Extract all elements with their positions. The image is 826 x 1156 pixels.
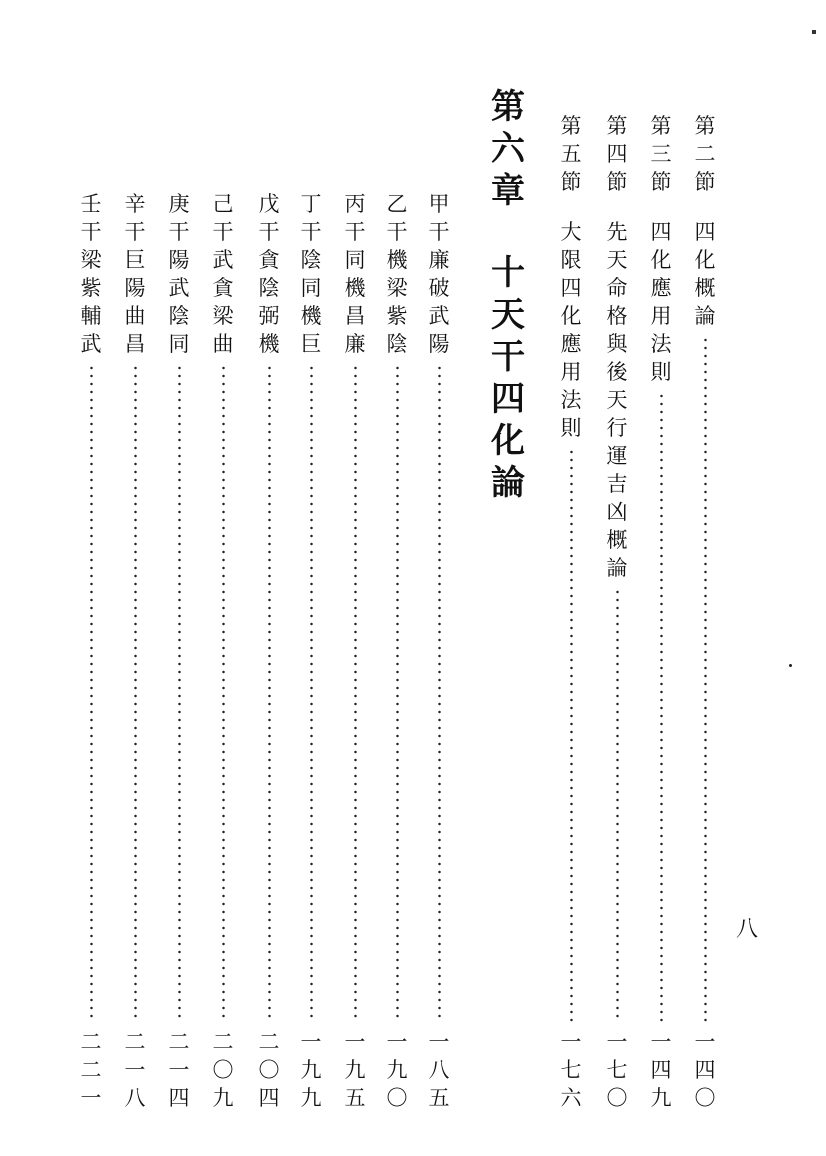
title-char: 概 — [694, 276, 716, 300]
dot-leader — [396, 364, 399, 1022]
page-digit: 〇 — [386, 1086, 408, 1110]
title-char: 應 — [560, 332, 582, 356]
chapter-title: 天 — [491, 295, 525, 335]
title-char: 干 — [80, 220, 102, 244]
page-number — [604, 1028, 630, 1112]
page-digit: 九 — [344, 1058, 366, 1082]
title-char: 干 — [386, 220, 408, 244]
entry-title — [210, 190, 236, 358]
title-char: 陰 — [300, 248, 322, 272]
title-char: 同 — [344, 248, 366, 272]
section-number: 第 — [694, 114, 716, 138]
page-digit: 〇 — [212, 1058, 234, 1082]
title-char: 昌 — [344, 304, 366, 328]
page-digit: 九 — [300, 1086, 322, 1110]
title-char: 丙 — [344, 192, 366, 216]
chapter-number: 六 — [491, 129, 525, 169]
toc-entry[interactable] — [342, 190, 368, 1112]
toc-section-entry[interactable] — [648, 112, 674, 1112]
title-char: 四 — [694, 220, 716, 244]
print-speck — [789, 664, 792, 667]
title-char: 行 — [606, 416, 628, 440]
page-digit: 〇 — [606, 1086, 628, 1110]
title-char: 格 — [606, 304, 628, 328]
toc-section-entry[interactable] — [692, 112, 718, 1112]
page-digit: 八 — [428, 1058, 450, 1082]
title-char: 陽 — [124, 276, 146, 300]
page-digit: 四 — [258, 1086, 280, 1110]
title-char: 紫 — [80, 276, 102, 300]
page-digit: 〇 — [258, 1058, 280, 1082]
section-number: 節 — [650, 170, 672, 194]
dot-leader — [438, 364, 441, 1022]
title-char: 干 — [344, 220, 366, 244]
title-char: 弼 — [258, 304, 280, 328]
page-number — [210, 1028, 236, 1112]
dot-leader — [310, 364, 313, 1022]
title-char: 論 — [694, 304, 716, 328]
page-number — [122, 1028, 148, 1112]
entry-title — [384, 190, 410, 358]
title-char: 陽 — [168, 248, 190, 272]
title-char: 干 — [168, 220, 190, 244]
title-char: 陰 — [386, 332, 408, 356]
page-digit: 一 — [300, 1030, 322, 1054]
page-digit: 一 — [124, 1058, 146, 1082]
title-char: 命 — [606, 276, 628, 300]
title-char: 巨 — [124, 248, 146, 272]
page-digit: 四 — [650, 1058, 672, 1082]
section-number: 第 — [606, 114, 628, 138]
chapter-title: 十 — [491, 253, 525, 293]
section-number: 四 — [606, 142, 628, 166]
chapter-title: 化 — [491, 421, 525, 461]
page-digit: 五 — [428, 1086, 450, 1110]
title-char: 廉 — [428, 248, 450, 272]
title-char: 機 — [300, 304, 322, 328]
title-char: 曲 — [212, 332, 234, 356]
section-number: 五 — [560, 142, 582, 166]
title-char: 吉 — [606, 472, 628, 496]
title-char: 機 — [258, 332, 280, 356]
page-digit: 二 — [258, 1030, 280, 1054]
print-speck — [812, 30, 816, 34]
title-char: 曲 — [124, 304, 146, 328]
page-number — [342, 1028, 368, 1112]
title-char: 武 — [212, 248, 234, 272]
title-char: 武 — [168, 276, 190, 300]
dot-leader — [90, 364, 93, 1022]
page-digit: 九 — [300, 1058, 322, 1082]
title-char: 武 — [428, 304, 450, 328]
page-digit: 一 — [168, 1058, 190, 1082]
title-char: 辛 — [124, 192, 146, 216]
page-folio: 八 — [736, 917, 759, 942]
dot-leader — [134, 364, 137, 1022]
section-number: 三 — [650, 142, 672, 166]
chapter-title: 四 — [491, 379, 525, 419]
section-number: 節 — [606, 170, 628, 194]
section-number: 節 — [560, 170, 582, 194]
entry-title — [298, 190, 324, 358]
entry-title — [604, 112, 630, 582]
toc-entry[interactable] — [210, 190, 236, 1112]
title-char: 乙 — [386, 192, 408, 216]
page-digit: 七 — [560, 1058, 582, 1082]
title-char: 干 — [428, 220, 450, 244]
title-char: 壬 — [80, 192, 102, 216]
page-digit: 一 — [650, 1030, 672, 1054]
title-char: 與 — [606, 332, 628, 356]
title-char: 則 — [560, 416, 582, 440]
title-char: 限 — [560, 248, 582, 272]
dot-leader — [268, 364, 271, 1022]
chapter-heading — [484, 86, 532, 504]
page-digit: 八 — [124, 1086, 146, 1110]
title-char: 後 — [606, 360, 628, 384]
entry-title — [78, 190, 104, 358]
page-digit: 七 — [606, 1058, 628, 1082]
toc-entry[interactable] — [384, 190, 410, 1112]
title-char: 化 — [650, 248, 672, 272]
title-char: 先 — [606, 220, 628, 244]
page-number — [384, 1028, 410, 1112]
page-digit: 二 — [80, 1058, 102, 1082]
page-digit: 四 — [694, 1058, 716, 1082]
page-number — [426, 1028, 452, 1112]
title-char: 同 — [168, 332, 190, 356]
title-char: 紫 — [386, 304, 408, 328]
title-char: 梁 — [80, 248, 102, 272]
title-char: 應 — [650, 276, 672, 300]
page-digit: 二 — [124, 1030, 146, 1054]
title-char: 論 — [606, 556, 628, 580]
section-number: 二 — [694, 142, 716, 166]
page-digit: 六 — [560, 1086, 582, 1110]
dot-leader — [178, 364, 181, 1022]
title-char: 陰 — [258, 276, 280, 300]
title-char: 用 — [650, 304, 672, 328]
title-char: 化 — [560, 304, 582, 328]
title-char: 庚 — [168, 192, 190, 216]
entry-title — [558, 112, 584, 442]
title-char: 貪 — [258, 248, 280, 272]
page-number — [692, 1028, 718, 1112]
page-digit: 二 — [212, 1030, 234, 1054]
page-digit: 四 — [168, 1086, 190, 1110]
chapter-number: 第 — [491, 87, 525, 127]
title-char: 四 — [560, 276, 582, 300]
page-digit: 一 — [428, 1030, 450, 1054]
page-digit: 二 — [80, 1030, 102, 1054]
page-number — [298, 1028, 324, 1112]
title-char: 干 — [124, 220, 146, 244]
page-digit: 九 — [650, 1086, 672, 1110]
title-char: 廉 — [344, 332, 366, 356]
toc-entry[interactable] — [166, 190, 192, 1112]
page-digit: 一 — [606, 1030, 628, 1054]
toc-entry[interactable] — [426, 190, 452, 1112]
dot-leader — [660, 392, 663, 1022]
entry-title — [256, 190, 282, 358]
chapter-title: 論 — [491, 463, 525, 503]
title-char: 法 — [650, 332, 672, 356]
entry-title — [122, 190, 148, 358]
dot-leader — [570, 448, 573, 1022]
title-char: 陰 — [168, 304, 190, 328]
page-digit: 二 — [168, 1030, 190, 1054]
page-number — [78, 1028, 104, 1112]
chapter-title: 干 — [491, 337, 525, 377]
section-number: 節 — [694, 170, 716, 194]
title-char: 四 — [650, 220, 672, 244]
title-char: 輔 — [80, 304, 102, 328]
title-char: 同 — [300, 276, 322, 300]
title-char: 己 — [212, 192, 234, 216]
title-char: 凶 — [606, 500, 628, 524]
page-digit: 一 — [80, 1086, 102, 1110]
title-char: 干 — [258, 220, 280, 244]
page-digit: 〇 — [694, 1086, 716, 1110]
entry-title — [166, 190, 192, 358]
dot-leader — [704, 336, 707, 1022]
title-char: 昌 — [124, 332, 146, 356]
dot-leader — [222, 364, 225, 1022]
toc-entry[interactable] — [256, 190, 282, 1112]
toc-entry[interactable] — [122, 190, 148, 1112]
title-char: 武 — [80, 332, 102, 356]
title-char: 大 — [560, 220, 582, 244]
title-char: 干 — [300, 220, 322, 244]
title-char: 丁 — [300, 192, 322, 216]
toc-entry[interactable] — [298, 190, 324, 1112]
page-digit: 一 — [560, 1030, 582, 1054]
toc-section-entry[interactable] — [604, 112, 630, 1112]
title-char: 法 — [560, 388, 582, 412]
entry-title — [426, 190, 452, 358]
toc-section-entry[interactable] — [558, 112, 584, 1112]
section-number: 第 — [650, 114, 672, 138]
title-char: 破 — [428, 276, 450, 300]
entry-title — [692, 112, 718, 330]
title-char: 干 — [212, 220, 234, 244]
title-char: 巨 — [300, 332, 322, 356]
page-number — [558, 1028, 584, 1112]
title-char: 用 — [560, 360, 582, 384]
title-char: 梁 — [386, 276, 408, 300]
title-char: 運 — [606, 444, 628, 468]
title-char: 戊 — [258, 192, 280, 216]
page-number — [256, 1028, 282, 1112]
title-char: 陽 — [428, 332, 450, 356]
page-digit: 九 — [212, 1086, 234, 1110]
title-char: 天 — [606, 388, 628, 412]
page-number — [166, 1028, 192, 1112]
title-char: 則 — [650, 360, 672, 384]
title-char: 概 — [606, 528, 628, 552]
page-digit: 五 — [344, 1086, 366, 1110]
page-digit: 九 — [386, 1058, 408, 1082]
page-digit: 一 — [344, 1030, 366, 1054]
title-char: 機 — [344, 276, 366, 300]
title-char: 天 — [606, 248, 628, 272]
toc-entry[interactable] — [78, 190, 104, 1112]
title-char: 機 — [386, 248, 408, 272]
title-char: 甲 — [428, 192, 450, 216]
chapter-number: 章 — [491, 171, 525, 211]
page-digit: 一 — [386, 1030, 408, 1054]
section-number: 第 — [560, 114, 582, 138]
dot-leader — [616, 588, 619, 1022]
title-char: 貪 — [212, 276, 234, 300]
dot-leader — [354, 364, 357, 1022]
entry-title — [648, 112, 674, 386]
title-char: 梁 — [212, 304, 234, 328]
page-digit: 一 — [694, 1030, 716, 1054]
page-number — [648, 1028, 674, 1112]
title-char: 化 — [694, 248, 716, 272]
entry-title — [342, 190, 368, 358]
